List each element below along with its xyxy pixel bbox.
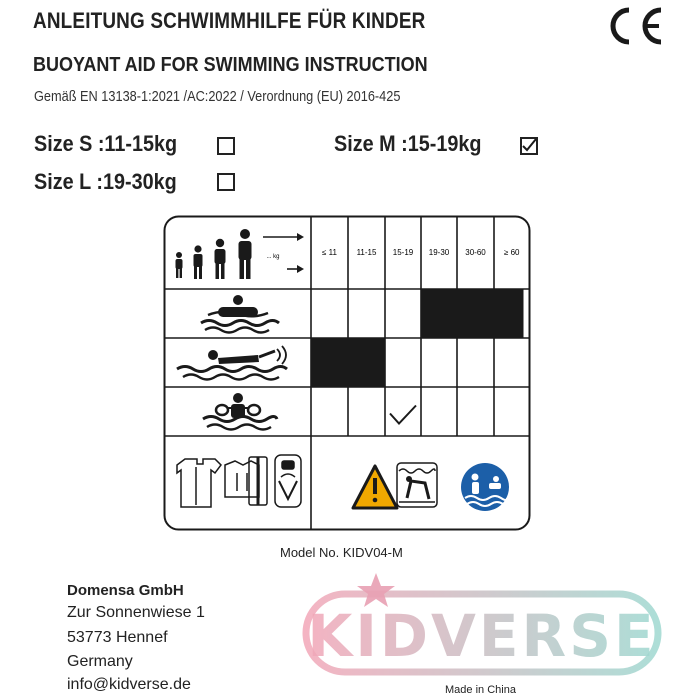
size-m-label: Size M :15-19kg: [334, 131, 482, 156]
weight-column-header: ≤ 11: [322, 248, 337, 257]
address-street: Zur Sonnenwiese 1: [67, 604, 205, 621]
size-m-checkbox[interactable]: [520, 137, 538, 155]
size-l-checkbox[interactable]: [217, 173, 235, 191]
filled-cell: [348, 338, 385, 387]
kidverse-logo: [300, 570, 670, 685]
filled-cell: [311, 338, 348, 387]
weight-column-header: 19-30: [428, 248, 450, 257]
ce-mark-icon: [603, 4, 667, 53]
filled-cell: [494, 289, 524, 338]
usage-table: [163, 215, 531, 531]
filled-cell: [457, 289, 494, 338]
logo-wordmark: KIDVERSE: [307, 602, 657, 670]
model-number: Model No. KIDV04-M: [280, 545, 403, 560]
size-s-checkbox[interactable]: [217, 137, 235, 155]
weight-column-header: 15-19: [392, 248, 414, 257]
size-l-label: Size L :19-30kg: [34, 169, 177, 194]
supervision-mandatory-icon: [461, 463, 509, 511]
weight-unit-label: ... kg: [266, 254, 280, 260]
title-english: BUOYANT AID FOR SWIMMING INSTRUCTION: [33, 54, 428, 76]
size-s-label: Size S :11-15kg: [34, 131, 178, 156]
made-in-label: Made in China: [445, 684, 516, 696]
address-country: Germany: [67, 653, 133, 670]
address-city: 53773 Hennef: [67, 629, 168, 646]
weight-column-header: 11-15: [356, 248, 377, 257]
filled-cell: [421, 289, 457, 338]
company-name: Domensa GmbH: [67, 582, 184, 599]
weight-column-header: ≥ 60: [503, 248, 520, 257]
standard-reference: Gemäß EN 13138-1:2021 /AC:2022 / Verordnung (EU) 2016-425: [34, 88, 401, 105]
checkmark-icon: [520, 137, 538, 155]
title-german: ANLEITUNG SCHWIMMHILFE FÜR KINDER: [33, 8, 426, 33]
weight-column-header: 30-60: [465, 248, 486, 257]
email-link[interactable]: info@kidverse.de: [67, 676, 191, 693]
